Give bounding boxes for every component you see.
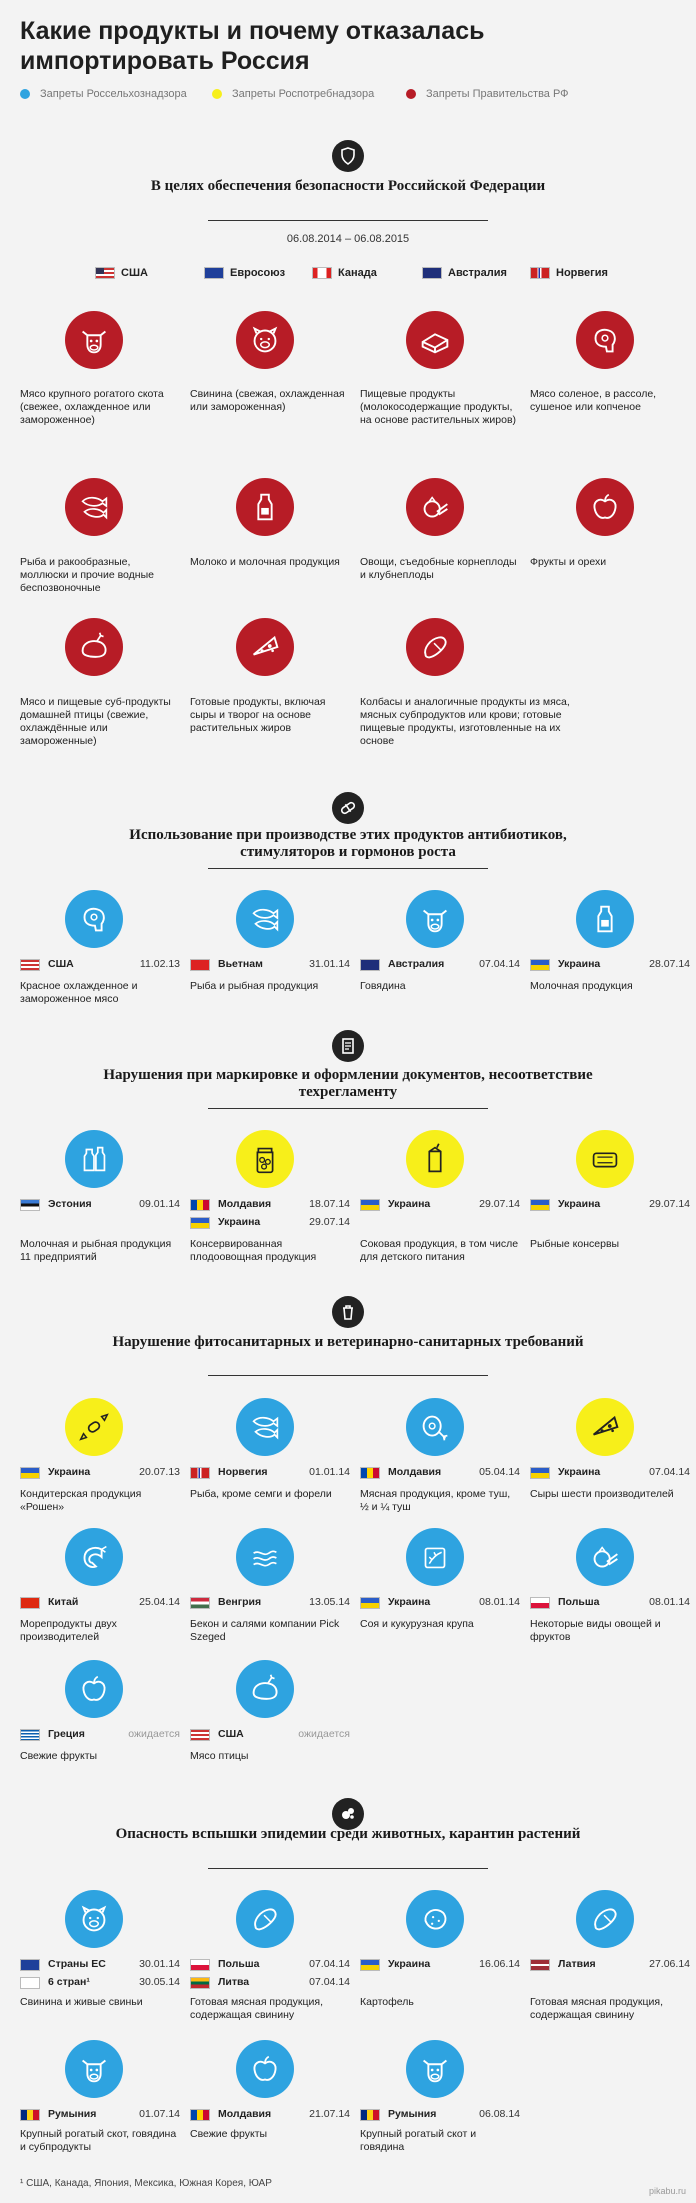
item-label: Крупный рогатый скот, говядина и субпродукты <box>20 2128 177 2153</box>
country-date-row <box>190 1728 350 1742</box>
country-name: США <box>48 958 74 970</box>
steak-icon <box>576 311 634 369</box>
footnote: ¹ США, Канада, Япония, Мексика, Южная Корея, ЮАР <box>20 2178 272 2189</box>
flag-usa-icon <box>95 267 115 279</box>
legend-label: Запреты Роспотребнадзора <box>232 88 375 100</box>
country-canada: Канада <box>312 267 377 279</box>
item-label: Красное охлажденное и замороженное мясо <box>20 980 138 1005</box>
flag-eu-icon <box>204 267 224 279</box>
ban-date: 30.01.14 <box>139 1958 180 1970</box>
soy-icon <box>406 1528 464 1586</box>
flag-norway-icon <box>530 267 550 279</box>
item-label: Свежие фрукты <box>20 1750 98 1762</box>
can-icon <box>576 1130 634 1188</box>
item-label: Овощи, съедобные корнеплоды и клубнеплоды <box>360 556 517 581</box>
flag-hungary-icon <box>190 1597 210 1609</box>
flag-china-icon <box>20 1597 40 1609</box>
date-range: 06.08.2014 – 06.08.2015 <box>286 233 410 245</box>
legend-item-rospotrebnadzor <box>212 88 374 100</box>
flag-poland-icon <box>190 1959 210 1971</box>
trash-icon <box>332 1296 364 1328</box>
pig-icon <box>65 1890 123 1948</box>
ban-date: 11.02.13 <box>139 958 180 970</box>
legend-label: Запреты Правительства РФ <box>426 88 569 100</box>
legend-item-rosselkhoznadzor <box>20 88 187 100</box>
country-date-row <box>360 958 520 972</box>
item-label: Говядина <box>360 980 406 992</box>
country-date-row <box>20 1596 180 1610</box>
flag-romania-icon <box>360 2109 380 2121</box>
ban-date: 09.01.14 <box>139 1198 180 1210</box>
ban-date: 25.04.14 <box>139 1596 180 1608</box>
country-date-row <box>190 1958 350 1972</box>
blue-dot-icon <box>20 89 30 99</box>
pig-icon <box>236 311 294 369</box>
ban-date: 16.06.14 <box>479 1958 520 1970</box>
item-label: Мясо крупного рогатого скота (свежее, охлажденное или замороженное) <box>20 388 164 426</box>
flag-ukraine-icon <box>360 1959 380 1971</box>
item-label: Свинина и живые свиньи <box>20 1996 143 2008</box>
country-name: Эстония <box>48 1198 92 1210</box>
ban-date: 29.07.14 <box>649 1198 690 1210</box>
flag-eu-icon <box>20 1959 40 1971</box>
ban-date: 01.07.14 <box>139 2108 180 2120</box>
country-date-row <box>20 1976 180 1990</box>
country-name: США <box>218 1728 244 1740</box>
chicken-icon <box>236 1660 294 1718</box>
country-norway: Норвегия <box>530 267 608 279</box>
country-name: Греция <box>48 1728 85 1740</box>
flag-moldova-icon <box>190 1199 210 1211</box>
country-name: Украина <box>388 1198 431 1210</box>
cow-icon <box>65 2040 123 2098</box>
item-label: Консервированная плодоовощная продукция <box>190 1238 317 1263</box>
cow-icon <box>406 890 464 948</box>
ban-date: 06.08.14 <box>479 2108 520 2120</box>
country-name: Литва <box>218 1976 250 1988</box>
country-date-row <box>530 1466 690 1480</box>
country-date-row <box>190 1596 350 1610</box>
jar-icon <box>236 1130 294 1188</box>
country-date-row <box>360 1466 520 1480</box>
country-name: Латвия <box>558 1958 596 1970</box>
country-name: Польша <box>218 1958 260 1970</box>
ban-date: 18.07.14 <box>309 1198 350 1210</box>
legend-label: Запреты Россельхознадзора <box>40 88 187 100</box>
section-title: Использование при производстве этих продуктов антибиотиков, стимуляторов и гормонов роста <box>129 827 567 860</box>
pending-status: ожидается <box>298 1728 350 1740</box>
country-name: Украина <box>218 1216 261 1228</box>
country-name: Молдавия <box>388 1466 442 1478</box>
country-date-row <box>530 1596 690 1610</box>
country-name: Украина <box>388 1596 431 1608</box>
flag-moldova-icon <box>360 1467 380 1479</box>
ban-date: 07.04.14 <box>309 1958 350 1970</box>
flag-moldova-icon <box>190 2109 210 2121</box>
watermark: pikabu.ru <box>648 2186 686 2196</box>
ban-date: 27.06.14 <box>649 1958 690 1970</box>
country-date-row <box>360 1198 520 1212</box>
item-label: Мясная продукция, кроме туш, ½ и ¼ туш <box>360 1488 511 1513</box>
bottles-icon <box>65 1130 123 1188</box>
fish-icon <box>65 478 123 536</box>
cow-icon <box>65 311 123 369</box>
ham-icon <box>406 1398 464 1456</box>
country-date-row <box>530 958 690 972</box>
item-label: Молочная и рыбная продукция 11 предприятий <box>20 1238 172 1263</box>
country-date-row <box>20 958 180 972</box>
ban-date: 20.07.13 <box>139 1466 180 1478</box>
page-title: Какие продукты и почему отказалась импортировать Россия <box>20 17 485 75</box>
flag-usa-icon <box>20 959 40 971</box>
divider <box>208 1868 488 1869</box>
steak-icon <box>65 890 123 948</box>
country-name: Китай <box>48 1596 79 1608</box>
item-label: Рыбные консервы <box>530 1238 620 1250</box>
flag-lithuania-icon <box>190 1977 210 1989</box>
apple-icon <box>65 1660 123 1718</box>
ban-date: 29.07.14 <box>309 1216 350 1228</box>
country-date-row <box>190 1216 350 1230</box>
document-icon <box>332 1030 364 1062</box>
country-name: Молдавия <box>218 2108 272 2120</box>
item-label: Сыры шести производителей <box>530 1488 674 1500</box>
divider <box>208 1108 488 1109</box>
country-name: Румыния <box>388 2108 437 2120</box>
country-date-row <box>190 1976 350 1990</box>
country-name: Норвегия <box>218 1466 268 1478</box>
divider <box>208 220 488 221</box>
fish-icon <box>236 890 294 948</box>
flag-estonia-icon <box>20 1199 40 1211</box>
item-label: Рыба и рыбная продукция <box>190 980 319 992</box>
legend-item-government <box>406 88 569 100</box>
item-label: Рыба и ракообразные, моллюски и прочие водные беспозвоночные <box>20 556 154 594</box>
item-label: Мясо соленое, в рассоле, сушеное или копченое <box>530 388 657 413</box>
ban-date: 01.01.14 <box>309 1466 350 1478</box>
item-label: Готовая мясная продукция, содержащая свинину <box>530 1996 664 2021</box>
country-date-row <box>360 1596 520 1610</box>
item-label: Готовые продукты, включая сыры и творог на основе растительных жиров <box>190 696 326 734</box>
country-date-row <box>530 1198 690 1212</box>
candy-icon <box>65 1398 123 1456</box>
country-name: Украина <box>558 958 601 970</box>
ban-date: 31.01.14 <box>309 958 350 970</box>
ban-date: 29.07.14 <box>479 1198 520 1210</box>
potato-icon <box>406 1890 464 1948</box>
cow-icon <box>406 2040 464 2098</box>
ban-date: 28.07.14 <box>649 958 690 970</box>
country-usa: США <box>95 267 148 279</box>
country-name: 6 стран¹ <box>48 1976 90 1988</box>
item-label: Мясо птицы <box>190 1750 249 1762</box>
juice-icon <box>406 1130 464 1188</box>
item-label: Молочная продукция <box>530 980 633 992</box>
item-label: Соя и кукурузная крупа <box>360 1618 474 1630</box>
sausage-icon <box>406 618 464 676</box>
apple-icon <box>576 478 634 536</box>
country-date-row <box>190 2108 350 2122</box>
pending-status: ожидается <box>128 1728 180 1740</box>
country-row <box>0 267 696 283</box>
section-title: Нарушение фитосанитарных и ветеринарно-санитарных требований <box>112 1334 584 1350</box>
flag-vietnam-icon <box>190 959 210 971</box>
flag-australia-icon <box>360 959 380 971</box>
ban-date: 07.04.14 <box>309 1976 350 1988</box>
flag-ukraine-icon <box>530 1467 550 1479</box>
flag-usa-icon <box>190 1729 210 1741</box>
ban-date: 05.04.14 <box>479 1466 520 1478</box>
country-date-row <box>20 1198 180 1212</box>
section-title: Опасность вспышки эпидемии среди животных, карантин растений <box>115 1826 581 1842</box>
country-australia: Австралия <box>422 267 507 279</box>
flag-ukraine-icon <box>360 1597 380 1609</box>
country-name: Австралия <box>388 958 445 970</box>
country-name: Украина <box>48 1466 91 1478</box>
ban-date: 07.04.14 <box>649 1466 690 1478</box>
divider <box>208 868 488 869</box>
section-title: В целях обеспечения безопасности Российской Федерации <box>150 178 546 194</box>
item-label: Готовая мясная продукция, содержащая свинину <box>190 1996 324 2021</box>
country-date-row <box>190 1466 350 1480</box>
sausage-icon <box>576 1890 634 1948</box>
country-date-row <box>20 1958 180 1972</box>
vegetables-icon <box>406 478 464 536</box>
item-label: Колбасы и аналогичные продукты из мяса, мясных субпродуктов или крови; готовые пищевые продукты, изготовленные на их основе <box>360 696 570 747</box>
yellow-dot-icon <box>212 89 222 99</box>
ban-date: 08.01.14 <box>479 1596 520 1608</box>
country-date-row <box>360 2108 520 2122</box>
divider <box>208 1375 488 1376</box>
country-date-row <box>20 1466 180 1480</box>
country-name: Вьетнам <box>218 958 263 970</box>
section-title: Нарушения при маркировке и оформлении документов, несоответствие техрегламенту <box>103 1067 593 1100</box>
flag-ukraine-icon <box>530 959 550 971</box>
ban-date: 08.01.14 <box>649 1596 690 1608</box>
flag-norway-icon <box>190 1467 210 1479</box>
country-name: Украина <box>558 1198 601 1210</box>
item-label: Свежие фрукты <box>190 2128 268 2140</box>
cheese-icon <box>576 1398 634 1456</box>
milk-icon <box>576 890 634 948</box>
flag-greece-icon <box>20 1729 40 1741</box>
flag-romania-icon <box>20 2109 40 2121</box>
item-label: Некоторые виды овощей и фруктов <box>530 1618 661 1643</box>
sausage-icon <box>236 1890 294 1948</box>
cheese-icon <box>236 618 294 676</box>
ban-date: 13.05.14 <box>309 1596 350 1608</box>
apple-icon <box>236 2040 294 2098</box>
flag-ukraine-icon <box>20 1467 40 1479</box>
item-label: Соковая продукция, в том числе для детского питания <box>360 1238 519 1263</box>
pill-icon <box>332 792 364 824</box>
flag-australia-icon <box>422 267 442 279</box>
bacon-icon <box>236 1528 294 1586</box>
butter-icon <box>406 311 464 369</box>
country-date-row <box>530 1958 690 1972</box>
chicken-icon <box>65 618 123 676</box>
country-date-row <box>360 1958 520 1972</box>
shield-icon <box>332 140 364 172</box>
item-label: Морепродукты двух производителей <box>20 1618 117 1643</box>
country-name: Молдавия <box>218 1198 272 1210</box>
ban-date: 30.05.14 <box>139 1976 180 1988</box>
flag-blank-icon <box>20 1977 40 1989</box>
country-date-row <box>20 2108 180 2122</box>
country-date-row <box>190 1198 350 1212</box>
item-label: Свинина (свежая, охлажденная или замороженная) <box>190 388 345 413</box>
item-label: Пищевые продукты (молокосодержащие продукты, на основе растительных жиров) <box>360 388 517 426</box>
flag-ukraine-icon <box>360 1199 380 1211</box>
item-label: Рыба, кроме семги и форели <box>190 1488 332 1500</box>
flag-ukraine-icon <box>190 1217 210 1229</box>
red-dot-icon <box>406 89 416 99</box>
item-label: Мясо и пищевые суб-продукты домашней птицы (свежие, охлаждённые или замороженные) <box>20 696 171 747</box>
country-name: Украина <box>388 1958 431 1970</box>
country-date-row <box>190 958 350 972</box>
country-date-row <box>20 1728 180 1742</box>
item-label: Кондитерская продукция «Рошен» <box>20 1488 142 1513</box>
flag-latvia-icon <box>530 1959 550 1971</box>
country-name: Польша <box>558 1596 600 1608</box>
shrimp-icon <box>65 1528 123 1586</box>
flag-poland-icon <box>530 1597 550 1609</box>
country-name: Украина <box>558 1466 601 1478</box>
ban-date: 21.07.14 <box>309 2108 350 2120</box>
item-label: Молоко и молочная продукция <box>190 556 340 568</box>
vegetables-icon <box>576 1528 634 1586</box>
item-label: Крупный рогатый скот и говядина <box>360 2128 477 2153</box>
item-label: Картофель <box>360 1996 414 2008</box>
fish-icon <box>236 1398 294 1456</box>
flag-canada-icon <box>312 267 332 279</box>
item-label: Фрукты и орехи <box>530 556 607 568</box>
country-name: Венгрия <box>218 1596 262 1608</box>
flag-ukraine-icon <box>530 1199 550 1211</box>
legend <box>0 88 696 108</box>
country-name: Страны ЕС <box>48 1958 106 1970</box>
milk-icon <box>236 478 294 536</box>
item-label: Бекон и салями компании Pick Szeged <box>190 1618 340 1643</box>
ban-date: 07.04.14 <box>479 958 520 970</box>
country-eu: Евросоюз <box>204 267 285 279</box>
country-name: Румыния <box>48 2108 97 2120</box>
